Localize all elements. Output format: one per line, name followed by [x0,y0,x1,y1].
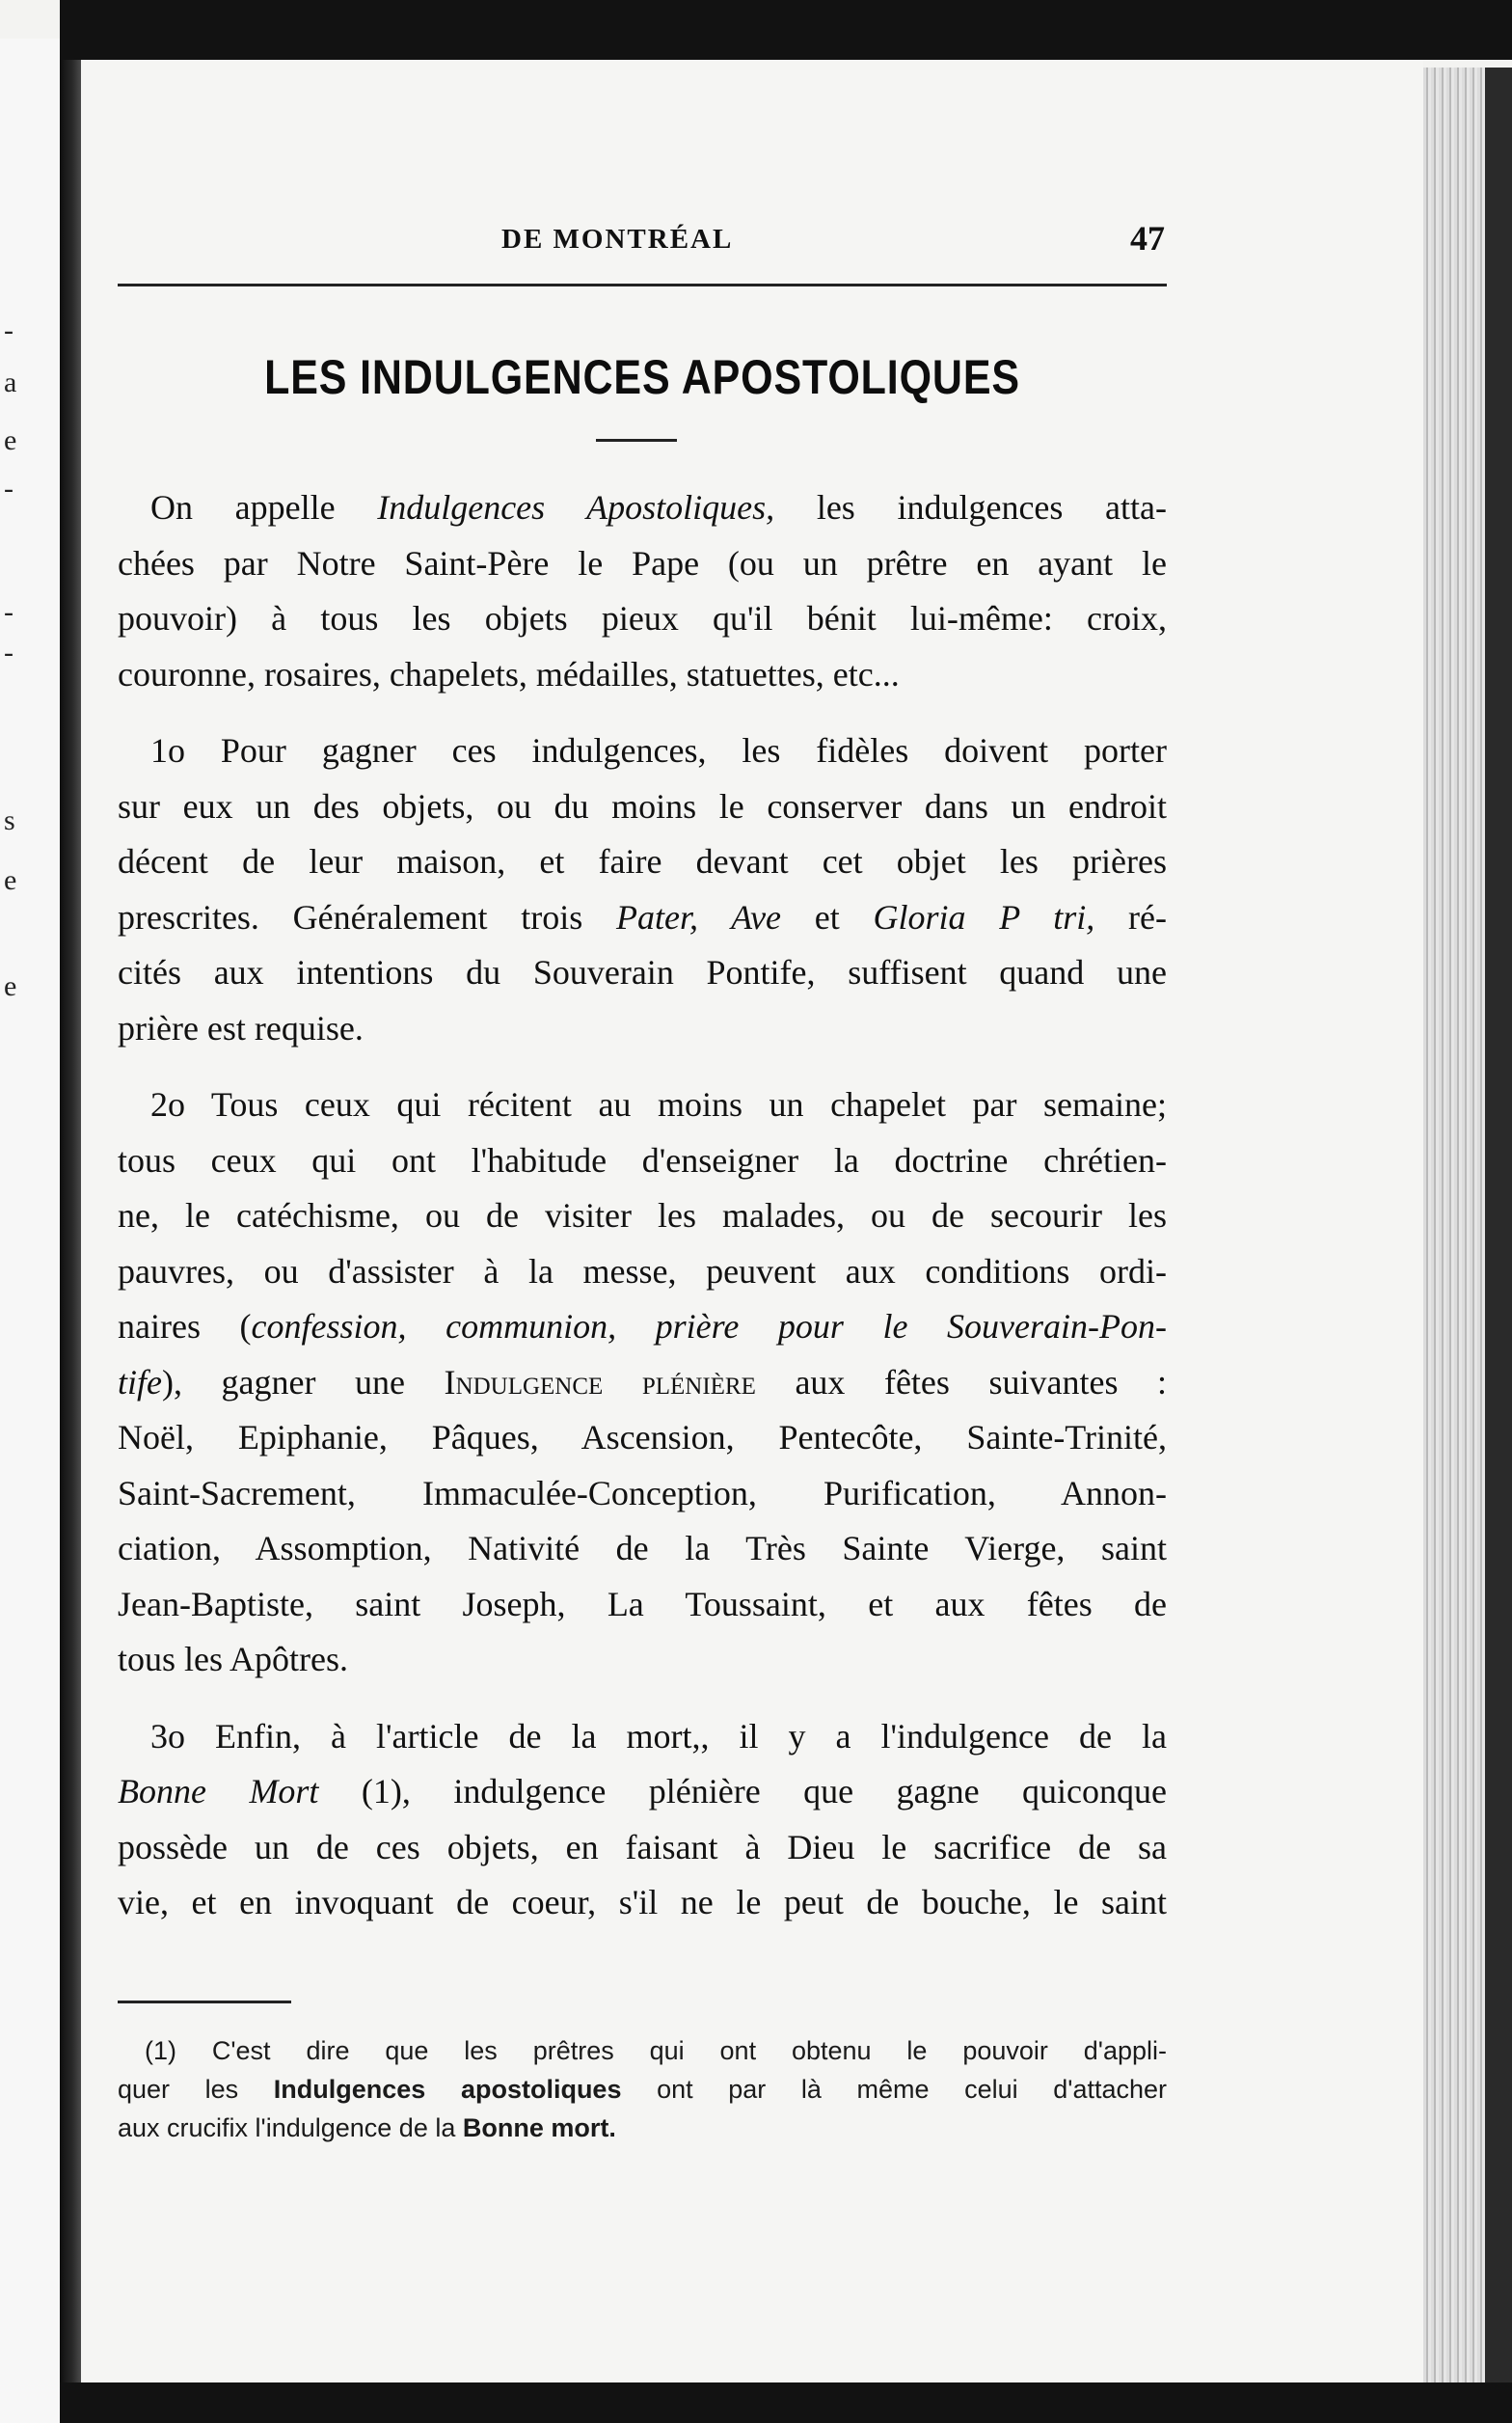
text-line [118,1244,1167,1300]
book-gutter [60,0,81,2423]
text-line [118,945,1167,1001]
scan-border-bottom [60,2382,1512,2423]
text-run: aux crucifix l'indulgence de la [118,2113,463,2142]
text-run: Bonne Mort [118,1772,319,1810]
text-line [118,1875,1167,1931]
text-line [118,890,1167,946]
footnote-line [118,2109,1167,2147]
text-run: sur eux un des objets, ou du moins le conserver dans un endroit [118,786,1167,826]
paragraph [118,480,1167,702]
facing-page-fragment: - [4,637,14,668]
facing-page-fragment: e [4,970,17,1002]
text-line [118,536,1167,592]
text-run: vie, et en invoquant de coeur, s'il ne le peut de bouche, le saint [118,1883,1167,1921]
text-line [118,1521,1167,1577]
page-title: LES INDULGENCES APOSTOLIQUES [264,350,1020,404]
paragraph [118,1709,1167,1931]
facing-page-edge [0,39,60,2423]
facing-page-fragment: - [4,596,14,628]
paragraph [118,1077,1167,1688]
text-run: cités aux intentions du Souverain Pontife, suffisent quand une [118,953,1167,992]
footnote-line [118,2031,1167,2070]
text-line [118,1188,1167,1244]
text-run: (1), indulgence plénière que gagne quiconque [318,1772,1167,1810]
footnote-line [118,2070,1167,2109]
facing-page-fragment: s [4,804,15,836]
text-run: pauvres, ou d'assister à la messe, peuvent aux conditions ordi- [118,1251,1167,1291]
text-line [118,1299,1167,1355]
text-run: ciation, Assomption, Nativité de la Très Sainte Vierge, saint [118,1529,1167,1567]
text-line [118,1355,1167,1411]
text-line [118,591,1167,647]
text-line [118,480,1167,536]
text-run: ré- [1094,897,1167,937]
text-line [118,1764,1167,1820]
text-line [118,1001,1167,1057]
text-line [118,1133,1167,1189]
text-line [118,834,1167,890]
text-line [118,1577,1167,1633]
text-line [118,1820,1167,1876]
text-line [118,1632,1167,1688]
text-run: ), gagner une [161,1362,445,1402]
text-run: Gloria P tri, [873,897,1095,937]
text-run: chées par Notre Saint-Père le Pape (ou un prêtre en ayant le [118,543,1167,583]
text-line [118,1709,1167,1765]
running-head: DE MONTRÉAL [501,224,734,255]
text-run: prescrites. Généralement trois [118,897,616,937]
text-run: Indulgences apostoliques [273,2075,622,2104]
facing-page-fragment: a [4,367,17,398]
facing-page-fragment: e [4,864,17,896]
text-run: Jean-Baptiste, saint Joseph, La Toussaint, et aux fêtes de [118,1584,1167,1623]
paragraph [118,723,1167,1056]
page-number: 47 [1130,219,1165,258]
text-run: naires ( [118,1307,252,1346]
text-run: Indulgence plénière [444,1362,756,1402]
facing-page-fragment: e [4,424,17,456]
text-run: 2o Tous ceux qui récitent au moins un chapelet par semaine; [150,1085,1167,1124]
title-rule [596,439,677,442]
text-line [118,1466,1167,1522]
text-run: On appelle [150,488,378,527]
text-run: tous les Apôtres. [118,1640,348,1678]
text-run: et [781,897,874,937]
text-run: tife [118,1362,162,1402]
text-run: possède un de ces objets, en faisant à Dieu le sacrifice de sa [118,1827,1167,1866]
text-run: quer les [118,2075,274,2104]
scan-border-top [60,0,1512,60]
text-run: prière est requise. [118,1008,364,1048]
text-run: ne, le catéchisme, ou de visiter les malades, ou de secourir les [118,1196,1167,1235]
text-line [118,1410,1167,1466]
footnote-rule [118,2001,291,2003]
text-run: Saint-Sacrement, Immaculée-Conception, Purification, Annon- [118,1473,1167,1512]
text-run: (1) C'est dire que les prêtres qui ont obtenu le pouvoir d'appli- [145,2036,1167,2065]
text-run: couronne, rosaires, chapelets, médailles, statuettes, etc... [118,654,900,694]
facing-page-fragment: - [4,314,14,346]
text-run: Noël, Epiphanie, Pâques, Ascension, Pentecôte, Sainte-Trinité, [118,1418,1167,1457]
facing-page-fragment: - [4,473,14,504]
page-stack-shadow [1485,68,1512,2382]
text-line [118,723,1167,779]
text-run: aux fêtes suivantes : [755,1362,1167,1402]
text-line [118,647,1167,703]
header-rule [118,284,1167,286]
text-run: confession, communion, prière pour le Souverain-Pon- [251,1307,1167,1346]
text-run: les indulgences atta- [774,488,1168,527]
text-line [118,779,1167,835]
text-line [118,1077,1167,1133]
text-run: 3o Enfin, à l'article de la mort,, il y a l'indulgence de la [150,1716,1167,1756]
text-run: Bonne mort. [462,2113,616,2142]
body-text [118,480,1167,1952]
text-run: ont par là même celui d'attacher [621,2075,1167,2104]
text-run: 1o Pour gagner ces indulgences, les fidèles doivent porter [150,731,1167,770]
text-run: Indulgences Apostoliques, [377,488,775,527]
footnote [118,2031,1167,2147]
text-run: décent de leur maison, et faire devant cet objet les prières [118,842,1167,881]
text-run: pouvoir) à tous les objets pieux qu'il bénit lui-même: croix, [118,599,1167,638]
text-run: tous ceux qui ont l'habitude d'enseigner la doctrine chrétien- [118,1140,1167,1180]
text-run: Pater, Ave [616,897,782,937]
